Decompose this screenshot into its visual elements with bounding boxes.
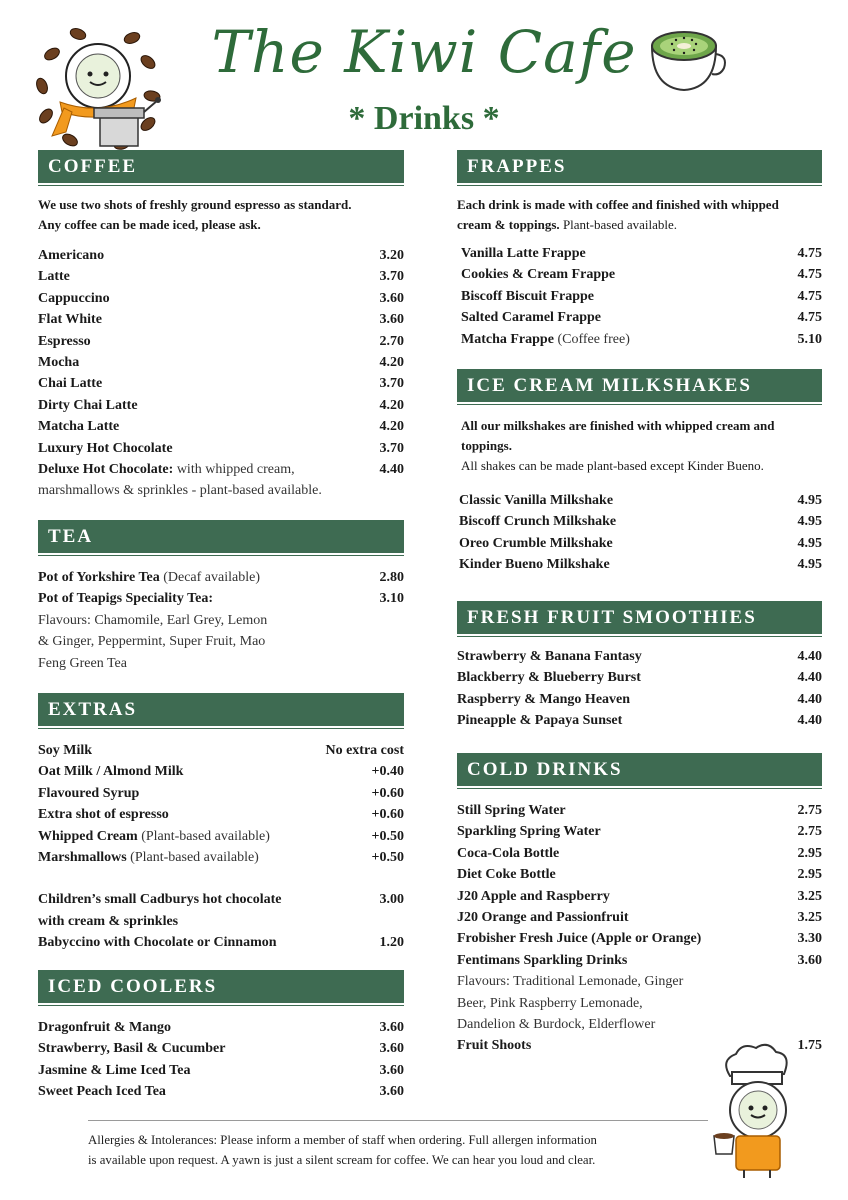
list-item: Pot of Teapigs Speciality Tea: 3.10: [38, 591, 404, 607]
list-item: Pineapple & Papaya Sunset 4.40: [457, 713, 822, 729]
milkshakes-list: [457, 490, 822, 576]
coffee-section: [38, 150, 404, 502]
list-item: Mocha 4.20: [38, 355, 404, 371]
list-item: Fentimans Sparkling Drinks 3.60: [457, 952, 822, 968]
list-item: with cream & sprinkles: [38, 913, 179, 929]
extras-heading: EXTRAS: [38, 693, 404, 726]
list-item: Vanilla Latte Frappe 4.75: [461, 246, 822, 261]
page-title: The Kiwi Cafe: [211, 18, 637, 86]
list-item: Oat Milk / Almond Milk +0.40: [38, 764, 404, 780]
list-item: Deluxe Hot Chocolate: with whipped cream, 4.40: [38, 462, 404, 478]
coffee-intro: [38, 195, 404, 235]
list-item: Chai Latte 3.70: [38, 376, 404, 392]
tea-flavours-3: Feng Green Tea: [38, 655, 127, 671]
coffee-intro-line2: Any coffee can be made iced, please ask.: [38, 217, 261, 232]
list-item: Cookies & Cream Frappe 4.75: [461, 267, 822, 283]
footer-line-1: Allergies & Intolerances: Please inform a member of staff when ordering. Full allergen information: [88, 1133, 597, 1147]
kiwi-mascot-coffee-grinder-icon: [30, 24, 165, 154]
frappes-heading: FRAPPES: [457, 150, 822, 183]
list-item: Luxury Hot Chocolate 3.70: [38, 440, 404, 456]
list-item: Strawberry, Basil & Cucumber 3.60: [38, 1041, 404, 1057]
list-item: Americano 3.20: [38, 248, 404, 263]
cold-drinks-section: [457, 753, 822, 1057]
tea-flavours-1: Flavours: Chamomile, Earl Grey, Lemon: [38, 612, 268, 628]
milkshakes-section: [457, 369, 822, 576]
frappes-intro: Each drink is made with coffee and finished with whipped cream & toppings. Plant-based available.: [457, 197, 779, 232]
tea-heading: TEA: [38, 520, 404, 553]
list-item: Fruit Shoots 1.75: [457, 1038, 822, 1054]
list-item: Sweet Peach Iced Tea 3.60: [38, 1084, 404, 1100]
list-item: Biscoff Crunch Milkshake 4.95: [459, 514, 822, 530]
tea-list: [38, 567, 404, 674]
iced-coolers-heading: ICED COOLERS: [38, 970, 404, 1003]
kiwi-chef-mascot-icon: [708, 1040, 804, 1180]
deluxe-description: marshmallows & sprinkles - plant-based available.: [38, 483, 322, 499]
kiwi-cup-icon: [646, 26, 728, 96]
list-item: Extra shot of espresso +0.60: [38, 807, 404, 823]
extras-list: [38, 740, 404, 954]
list-item: Children’s small Cadburys hot chocolate 3.00: [38, 892, 404, 908]
iced-coolers-list: [38, 1017, 404, 1103]
list-item: Classic Vanilla Milkshake 4.95: [459, 493, 822, 508]
list-item: Dragonfruit & Mango 3.60: [38, 1020, 404, 1035]
list-item: Strawberry & Banana Fantasy 4.40: [457, 649, 822, 664]
list-item: Soy Milk No extra cost: [38, 743, 404, 758]
cold-drinks-heading: COLD DRINKS: [457, 753, 822, 786]
footer-line-2: is available upon request. A yawn is just a silent scream for coffee. We can hear you loud and clear.: [88, 1153, 596, 1167]
cold-drinks-list: [457, 800, 822, 1057]
tea-flavours-2: & Ginger, Peppermint, Super Fruit, Mao: [38, 634, 266, 650]
list-item: Kinder Bueno Milkshake 4.95: [459, 557, 822, 573]
list-item: Marshmallows (Plant-based available) +0.50: [38, 850, 404, 866]
list-item: Jasmine & Lime Iced Tea 3.60: [38, 1062, 404, 1078]
list-item: Pot of Yorkshire Tea (Decaf available) 2.80: [38, 570, 404, 585]
list-item: J20 Orange and Passionfruit 3.25: [457, 910, 822, 926]
coffee-heading: COFFEE: [38, 150, 404, 183]
cold-flavours-1: Flavours: Traditional Lemonade, Ginger: [457, 974, 684, 990]
extras-section: [38, 693, 404, 954]
list-item: J20 Apple and Raspberry 3.25: [457, 888, 822, 904]
coffee-list: [38, 245, 404, 502]
iced-coolers-section: [38, 970, 404, 1103]
frappes-list: [457, 243, 822, 350]
list-item: Coca-Cola Bottle 2.95: [457, 845, 822, 861]
list-item: Sparkling Spring Water 2.75: [457, 824, 822, 840]
list-item: Flavoured Syrup +0.60: [38, 785, 404, 801]
frappes-section: [457, 150, 822, 350]
list-item: Salted Caramel Frappe 4.75: [461, 310, 822, 326]
smoothies-heading: FRESH FRUIT SMOOTHIES: [457, 601, 822, 634]
milkshakes-intro: All our milkshakes are finished with whipped cream and toppings. All shakes can be made plant-based except Kinder Bueno.: [461, 418, 775, 473]
list-item: Matcha Frappe (Coffee free) 5.10: [461, 331, 822, 347]
list-item: Flat White 3.60: [38, 312, 404, 328]
list-item: Cappuccino 3.60: [38, 290, 404, 306]
smoothies-section: [457, 601, 822, 732]
list-item: Raspberry & Mango Heaven 4.40: [457, 691, 822, 707]
list-item: Whipped Cream (Plant-based available) +0.50: [38, 828, 404, 844]
list-item: Latte 3.70: [38, 269, 404, 285]
milkshakes-heading: ICE CREAM MILKSHAKES: [457, 369, 822, 402]
footer-divider: [88, 1120, 708, 1121]
list-item: Biscoff Biscuit Frappe 4.75: [461, 288, 822, 304]
footer-note: [88, 1130, 708, 1170]
list-item: Dirty Chai Latte 4.20: [38, 397, 404, 413]
list-item: Matcha Latte 4.20: [38, 419, 404, 435]
list-item: Babyccino with Chocolate or Cinnamon 1.20: [38, 935, 404, 951]
list-item: Blackberry & Blueberry Burst 4.40: [457, 670, 822, 686]
cold-flavours-3: Dandelion & Burdock, Elderflower: [457, 1017, 656, 1033]
list-item: Diet Coke Bottle 2.95: [457, 867, 822, 883]
list-item: Espresso 2.70: [38, 333, 404, 349]
coffee-intro-line1: We use two shots of freshly ground espresso as standard.: [38, 197, 352, 212]
list-item: Still Spring Water 2.75: [457, 803, 822, 818]
tea-section: [38, 520, 404, 674]
page-subtitle: * Drinks *: [348, 100, 500, 137]
smoothies-list: [457, 646, 822, 732]
list-item: Oreo Crumble Milkshake 4.95: [459, 535, 822, 551]
list-item: Frobisher Fresh Juice (Apple or Orange) 3.30: [457, 931, 822, 947]
cold-flavours-2: Beer, Pink Raspberry Lemonade,: [457, 995, 643, 1011]
